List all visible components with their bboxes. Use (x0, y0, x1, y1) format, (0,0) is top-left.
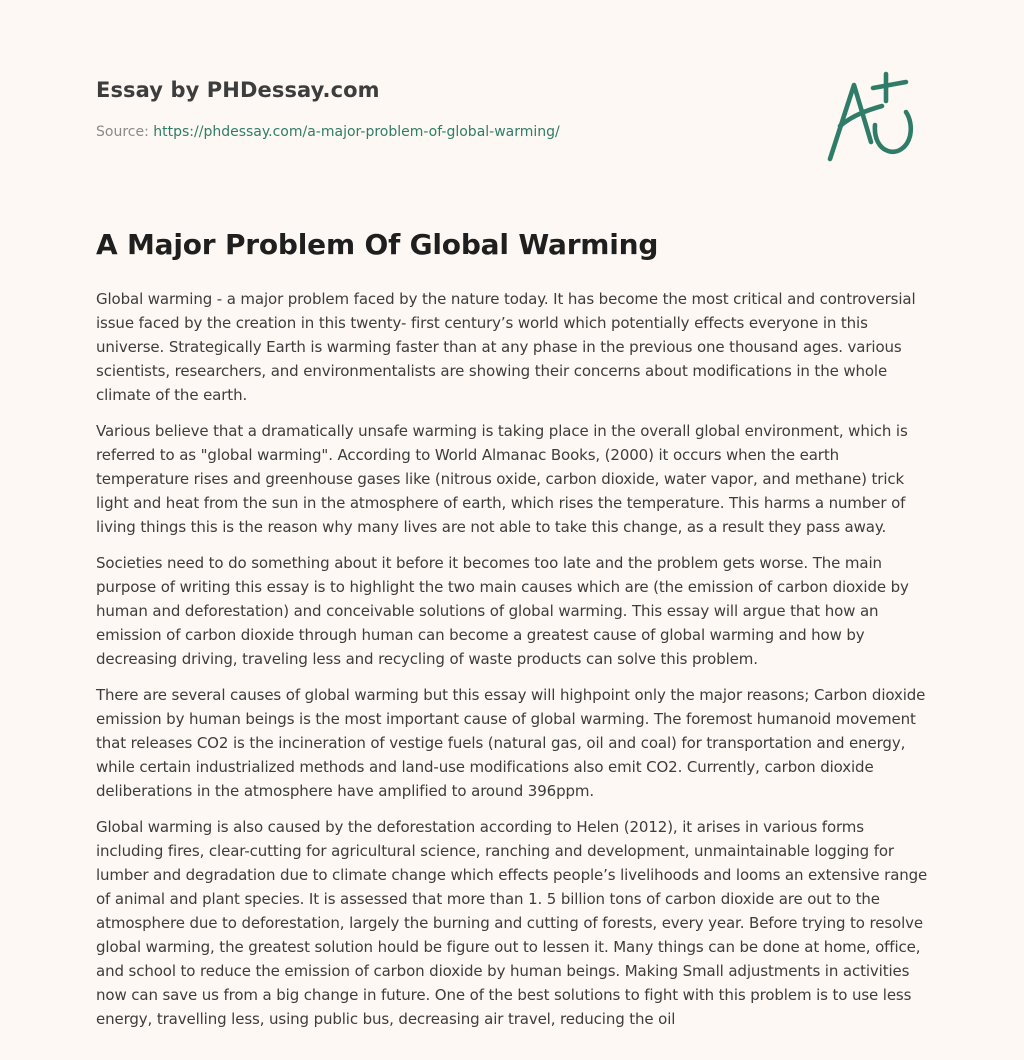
essay-paragraph: Various believe that a dramatically unsafe warming is taking place in the overall global environment, which is referred to as "global warming". According to World Almanac Books, (2000) it occurs when the earth temperature rises and greenhouse gases like (nitrous oxide, carbon dioxide, water vapor, and methane) trick light and heat from the sun in the atmosphere of earth, which rises the temperature. This harms a number of living things this is the reason why many lives are not able to take this change, as a result they pass away. (96, 422, 908, 536)
page-header (96, 76, 756, 142)
source-label: Source: (96, 124, 154, 140)
source-line (96, 122, 756, 142)
a-plus-logo-icon (818, 68, 930, 168)
essay-paragraph: Global warming - a major problem faced by the nature today. It has become the most critical and controversial issue faced by the creation in this twenty- first century’s world which potentially effects everyone in this universe. Strategically Earth is warming faster than at any phase in the previous one thousand ages. various scientists, researchers, and environmentalists are showing their concerns about modifications in the whole climate of the earth. (96, 290, 916, 404)
essay-paragraph: There are several causes of global warming but this essay will highpoint only the major reasons; Carbon dioxide emission by human beings is the most important cause of global warming. The foremost humanoid movement that releases CO2 is the incineration of vestige fuels (natural gas, oil and coal) for transportation and energy, while certain industrialized methods and land-use modifications also emit CO2. Currently, carbon dioxide deliberations in the atmosphere have amplified to around 396ppm. (96, 686, 926, 800)
essay-title: A Major Problem Of Global Warming (96, 228, 659, 261)
essay-paragraph: Global warming is also caused by the deforestation according to Helen (2012), it arises in various forms including fires, clear-cutting for agricultural science, ranching and development, unmaintainable logging for lumber and degradation due to climate change which effects people’s livelihoods and looms an extensive range of animal and plant species. It is assessed that more than 1. 5 billion tons of carbon dioxide are out to the atmosphere due to deforestation, largely the burning and cutting of forests, every year. Before trying to resolve global warming, the greatest solution hould be figure out to lessen it. Many things can be done at home, office, and school to reduce the emission of carbon dioxide by human beings. Making Small adjustments in activities now can save us from a big change in future. One of the best solutions to fight with this problem is to use less energy, travelling less, using public bus, decreasing air travel, reducing the oil (96, 818, 928, 1028)
source-link[interactable]: https://phdessay.com/a-major-problem-of-global-warming/ (153, 124, 560, 140)
essay-content (96, 226, 931, 1043)
essay-paragraph: Societies need to do something about it before it becomes too late and the problem gets worse. The main purpose of writing this essay is to highlight the two main causes which are (the emission of carbon dioxide by human and deforestation) and conceivable solutions of global warming. This essay will argue that how an emission of carbon dioxide through human can become a greatest cause of global warming and how by decreasing driving, traveling less and recycling of waste products can solve this problem. (96, 554, 909, 668)
site-title: Essay by PHDessay.com (96, 78, 380, 102)
